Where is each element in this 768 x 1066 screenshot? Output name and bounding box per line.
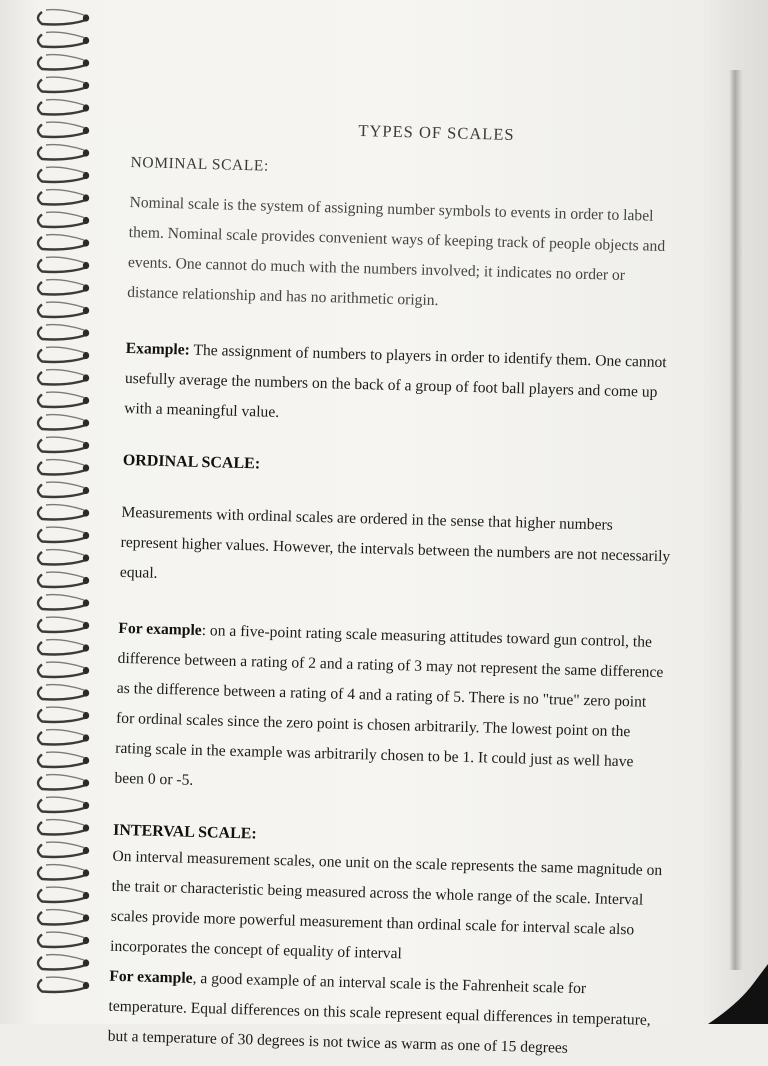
spiral-coil (38, 527, 89, 542)
interval-example (107, 962, 659, 1066)
spiral-coil (38, 640, 89, 655)
interval-example-lead: For example (109, 967, 193, 987)
spiral-coil (38, 167, 89, 182)
spiral-coil (38, 595, 89, 610)
spiral-coil (38, 887, 89, 902)
spiral-coil (38, 977, 89, 992)
spiral-coil (38, 662, 89, 677)
spiral-coil (38, 55, 89, 70)
spiral-coil (38, 505, 89, 520)
spiral-binding (28, 0, 100, 1024)
interval-heading: INTERVAL SCALE: (112, 821, 257, 843)
ordinal-example-lead: For example (118, 619, 202, 639)
spiral-coil (38, 437, 89, 452)
spiral-coil (38, 370, 89, 385)
spiral-coil (38, 797, 89, 812)
spiral-coil (38, 32, 89, 47)
nominal-example (124, 334, 676, 438)
spiral-coil (38, 910, 89, 925)
spiral-coil (38, 685, 89, 700)
spiral-coil (38, 550, 89, 565)
spiral-coil (38, 100, 89, 115)
nominal-example-text: The assignment of numbers to players in order to identify them. One cannot usefully average the numbers on the back of a group of foot ball players and come up with a meaningful value. (123, 341, 667, 421)
interval-example-text: , a good example of an interval scale is the Fahrenheit scale for temperature. Equal differences on this scale represent equal differences in temperature, but a temperature of 30 degrees is not twice as warm as one of 15 degrees (107, 969, 651, 1057)
spiral-coil (38, 460, 89, 475)
spiral-coil (38, 752, 89, 767)
spiral-coil (38, 932, 89, 947)
ordinal-example-text: : on a five-point rating scale measuring attitudes toward gun control, the difference between a rating of 2 and a rating of 3 may not represent the same difference as the difference between a rating of 4 and a rating of 5. There is no "true" zero point for ordinal scales since the zero point is chosen arbitrarily. The lowest point on the rating scale in the example was arbitrarily chosen to be 1. It could just as well have been 0 or -5. (114, 622, 664, 789)
spiral-coil (38, 10, 89, 25)
spiral-coil (38, 415, 89, 430)
spiral-coil (38, 775, 89, 790)
document-body (107, 110, 681, 1066)
spiral-coil (38, 482, 89, 497)
spiral-coil (38, 302, 89, 317)
nominal-example-lead: Example: (125, 339, 191, 359)
interval-paragraph: On interval measurement scales, one unit on the scale represents the same magnitude on the trait or characteristic being measured across the whole range of the scale. Interval scales provide more powerful measurement than ordinal scale for interval scale also incorporates the concept of equality of interval (109, 847, 663, 963)
spiral-coil (38, 257, 89, 272)
ordinal-example (114, 614, 669, 808)
spiral-coil (38, 707, 89, 722)
nominal-heading: NOMINAL SCALE: (130, 153, 270, 175)
nominal-paragraph: Nominal scale is the system of assigning number symbols to events in order to label them. Nominal scale provides convenient ways of keeping track of people objects and events. One cannot do much with the numbers involved; it indicates no order or distance relationship and has no arithmetic origin. (127, 193, 666, 310)
ordinal-heading: ORDINAL SCALE: (122, 451, 261, 473)
spiral-coil (38, 77, 89, 92)
spiral-coil (38, 955, 89, 970)
spiral-coil (38, 842, 89, 857)
page-edge-shadow (729, 70, 743, 970)
document-title: TYPES OF SCALES (358, 120, 515, 145)
spiral-coil (38, 145, 89, 160)
spiral-coil (38, 122, 89, 137)
ordinal-paragraph: Measurements with ordinal scales are ordered in the sense that higher numbers represent higher values. However, the intervals between the numbers are not necessarily equal. (119, 503, 671, 582)
spiral-coil (38, 235, 89, 250)
spiral-coil (38, 392, 89, 407)
spiral-coil (38, 280, 89, 295)
dark-corner (708, 964, 768, 1024)
spiral-coil (38, 190, 89, 205)
spiral-coil (38, 617, 89, 632)
spiral-coil (38, 347, 89, 362)
spiral-coil (38, 212, 89, 227)
spiral-coil (38, 865, 89, 880)
spiral-coil (38, 730, 89, 745)
spiral-coil (38, 572, 89, 587)
spiral-coil (38, 820, 89, 835)
spiral-coil (38, 325, 89, 340)
